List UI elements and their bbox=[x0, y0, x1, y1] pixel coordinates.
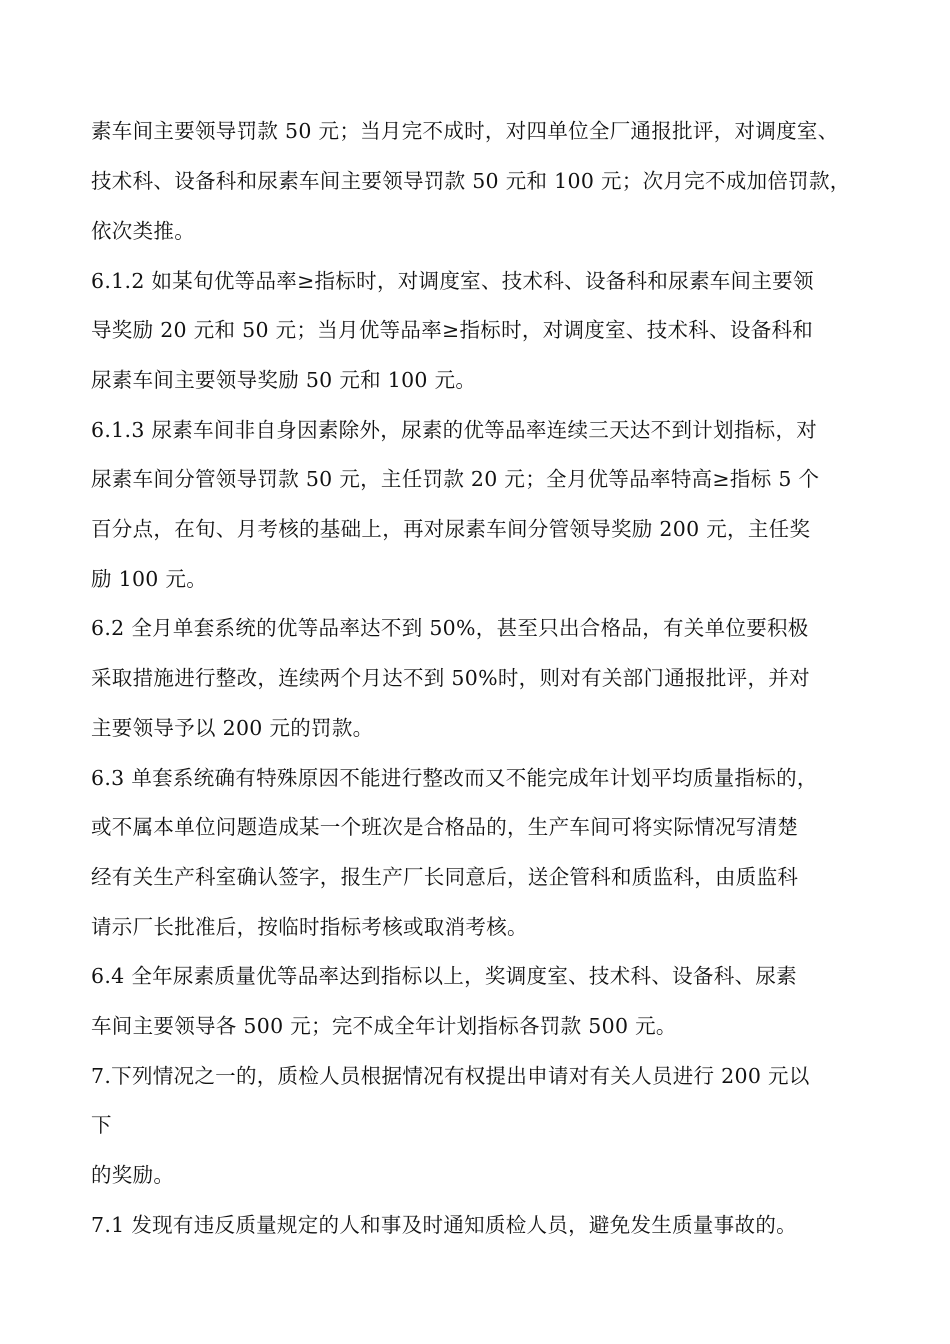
text-line: 6.2 全月单套系统的优等品率达不到 50%，甚至只出合格品，有关单位要积极 bbox=[91, 616, 809, 640]
text-line: 6.4 全年尿素质量优等品率达到指标以上，奖调度室、技术科、设备科、尿素 bbox=[91, 964, 797, 988]
text-line: 百分点，在旬、月考核的基础上，再对尿素车间分管领导奖励 200 元，主任奖 bbox=[91, 517, 811, 541]
text-line: 6.1.3 尿素车间非自身因素除外，尿素的优等品率连续三天达不到计划指标，对 bbox=[91, 418, 818, 442]
text-line: 下 bbox=[91, 1113, 112, 1137]
text-line: 导奖励 20 元和 50 元；当月优等品率≥指标时，对调度室、技术科、设备科和 bbox=[91, 318, 814, 342]
text-line: 7.1 发现有违反质量规定的人和事及时通知质检人员，避免发生质量事故的。 bbox=[91, 1213, 797, 1237]
text-line: 采取措施进行整改，连续两个月达不到 50%时，则对有关部门通报批评，并对 bbox=[91, 666, 810, 690]
text-line: 技术科、设备科和尿素车间主要领导罚款 50 元和 100 元；次月完不成加倍罚款， bbox=[91, 169, 851, 193]
text-line: 请示厂长批准后，按临时指标考核或取消考核。 bbox=[91, 915, 528, 939]
text-line: 的奖励。 bbox=[91, 1163, 175, 1187]
text-line: 尿素车间分管领导罚款 50 元，主任罚款 20 元；全月优等品率特高≥指标 5 个 bbox=[91, 467, 820, 491]
text-line: 或不属本单位问题造成某一个班次是合格品的，生产车间可将实际情况写清楚 bbox=[91, 815, 799, 839]
text-line: 依次类推。 bbox=[91, 219, 195, 243]
text-line: 6.3 单套系统确有特殊原因不能进行整改而又不能完成年计划平均质量指标的， bbox=[91, 766, 818, 790]
text-line: 车间主要领导各 500 元；完不成全年计划指标各罚款 500 元。 bbox=[91, 1014, 677, 1038]
text-line: 主要领导予以 200 元的罚款。 bbox=[91, 716, 374, 740]
text-line: 经有关生产科室确认签字，报生产厂长同意后，送企管科和质监科，由质监科 bbox=[91, 865, 799, 889]
text-line: 7.下列情况之一的，质检人员根据情况有权提出申请对有关人员进行 200 元以 bbox=[91, 1064, 810, 1088]
text-line: 尿素车间主要领导奖励 50 元和 100 元。 bbox=[91, 368, 477, 392]
text-line: 6.1.2 如某旬优等品率≥指标时，对调度室、技术科、设备科和尿素车间主要领 bbox=[91, 269, 814, 293]
text-line: 素车间主要领导罚款 50 元；当月完不成时，对四单位全厂通报批评，对调度室、 bbox=[91, 119, 839, 143]
text-line: 励 100 元。 bbox=[91, 567, 208, 591]
